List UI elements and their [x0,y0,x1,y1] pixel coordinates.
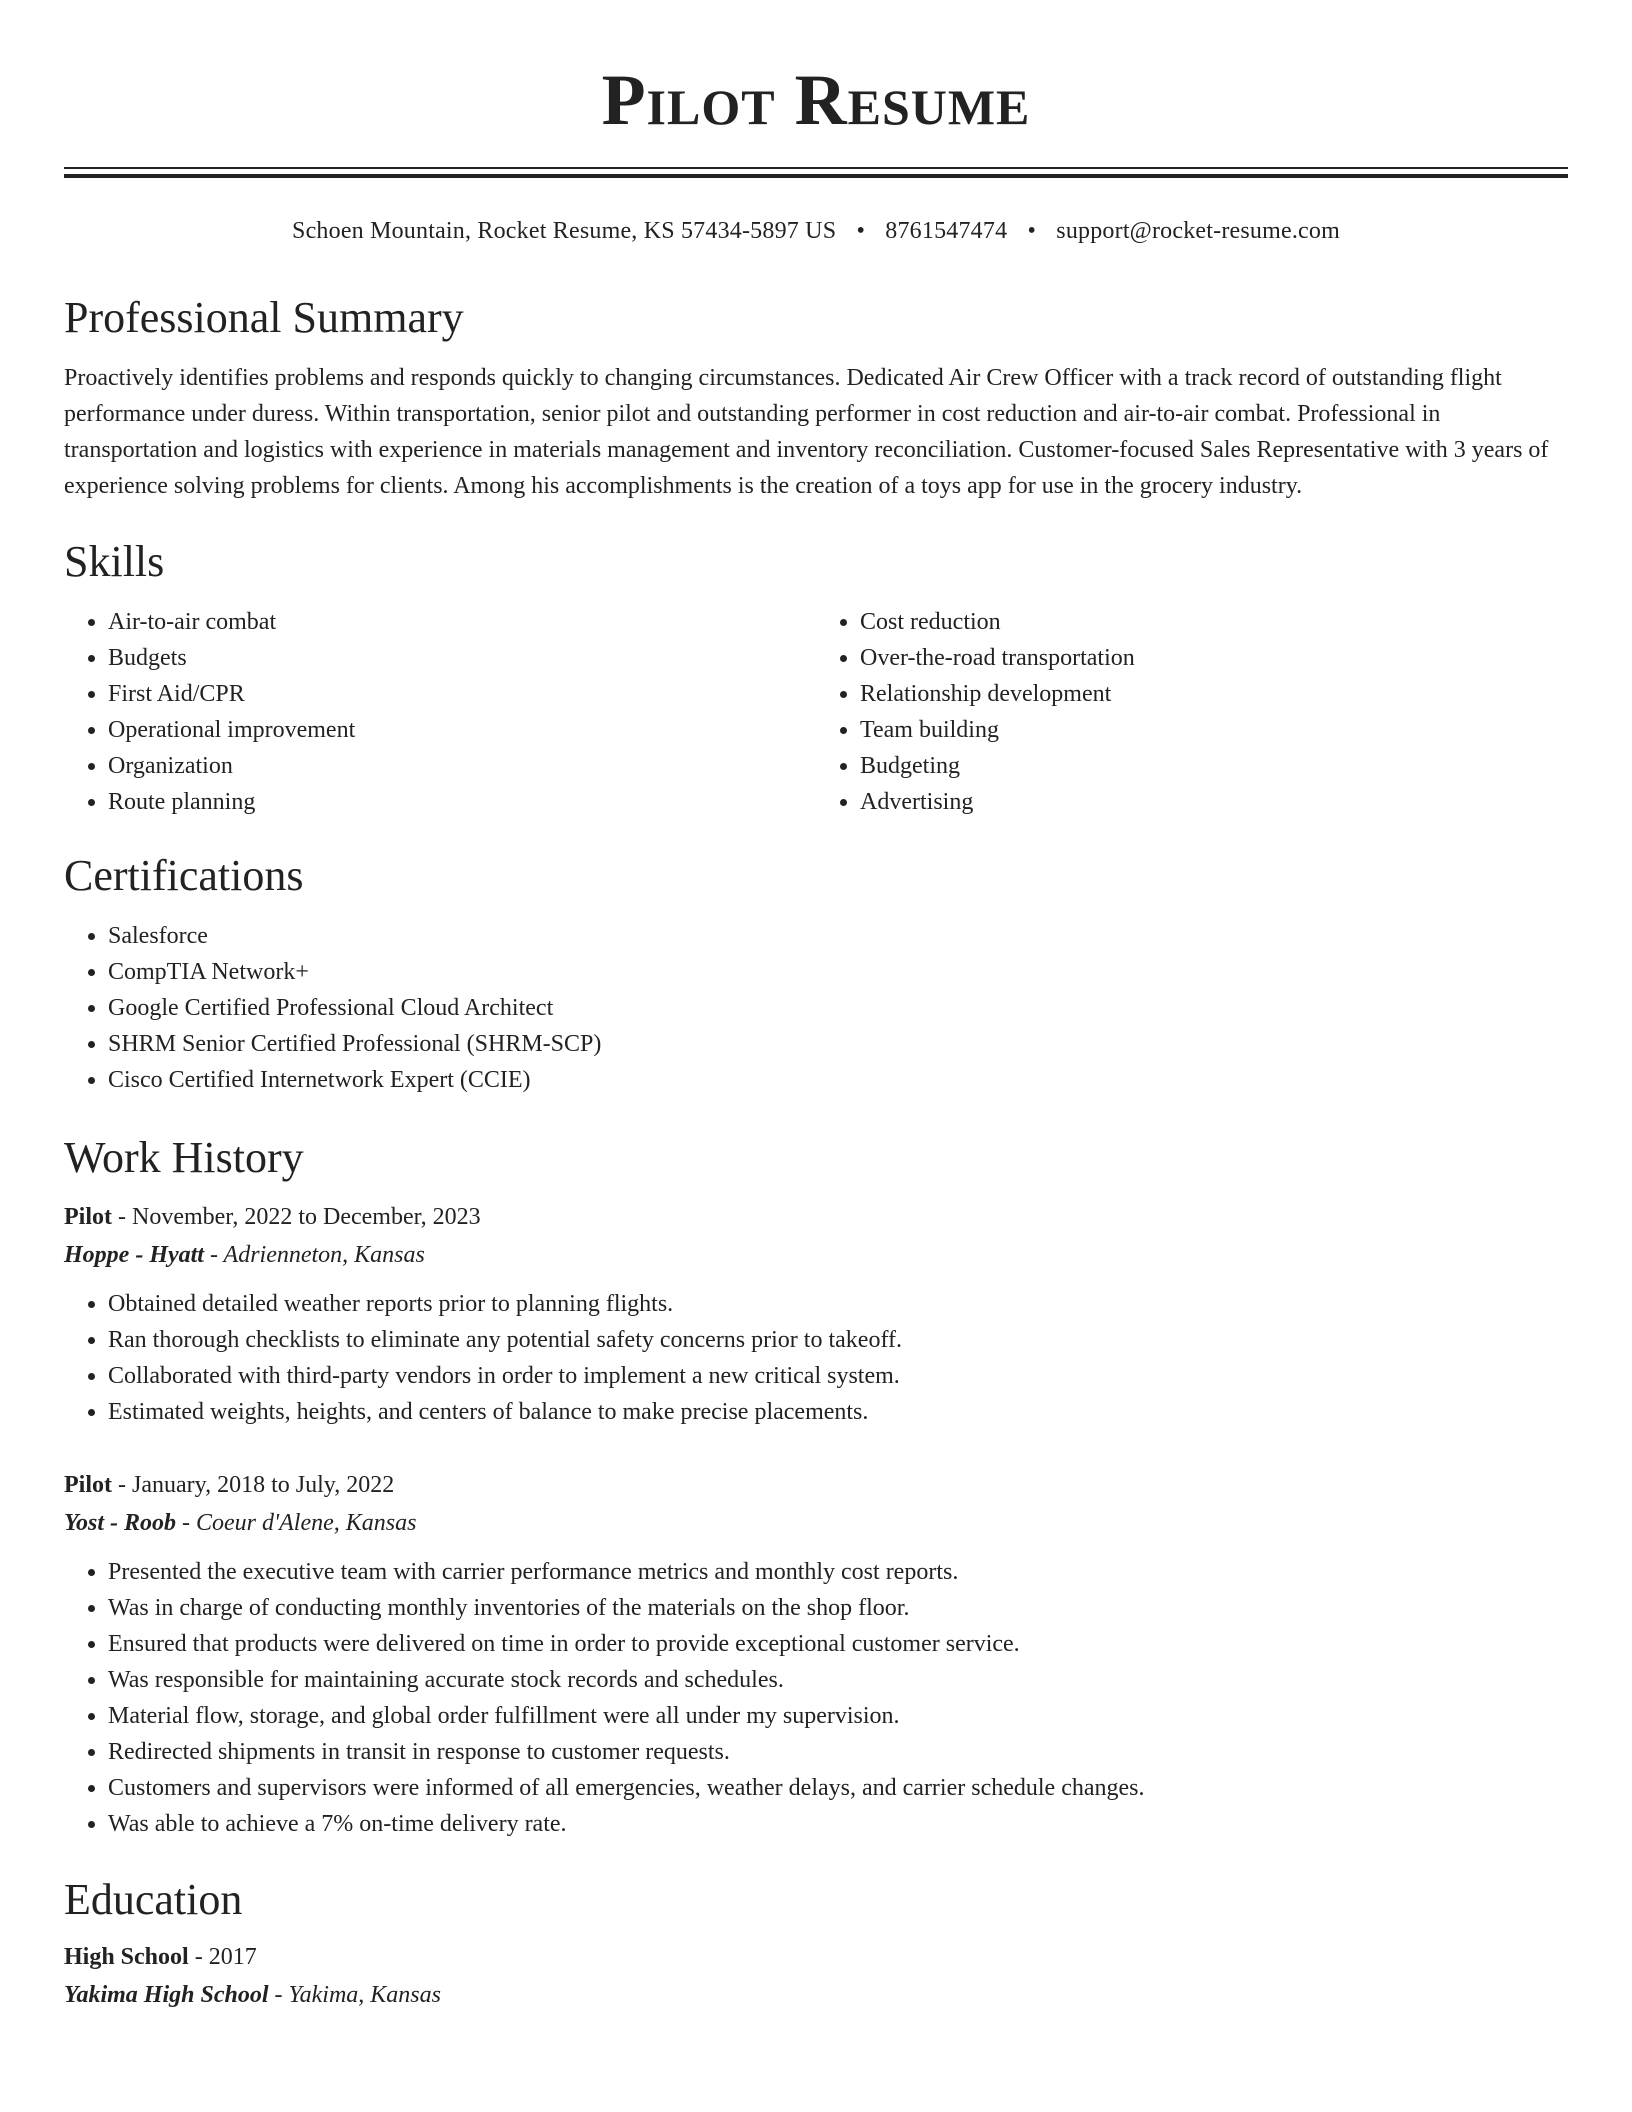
contact-separator: • [1027,218,1037,244]
education-section [64,1874,1568,2014]
certification-item: • SHRM Senior Certified Professional (SHRM-SCP) [108,1026,1568,1062]
title-divider-thick [64,174,1568,178]
job-duty: • Ran thorough checklists to eliminate any potential safety concerns prior to takeoff. [108,1322,1568,1358]
job-duty: • Was able to achieve a 7% on-time delivery rate. [108,1806,1568,1842]
skill-item: • Advertising [860,784,1568,820]
skill-item: • Air-to-air combat [108,604,816,640]
job-entry [64,1466,1568,1842]
work-history-heading: Work History [64,1133,304,1182]
certification-item: • CompTIA Network+ [108,954,1568,990]
job-duty: • Material flow, storage, and global order fulfillment were all under my supervision. [108,1698,1568,1734]
certification-item: • Salesforce [108,918,1568,954]
job-title: Pilot [64,1204,112,1230]
job-title: Pilot [64,1472,112,1498]
skills-columns [64,604,1568,820]
summary-text: Proactively identifies problems and responds quickly to changing circumstances. Dedicated Air Crew Officer with a track record of outstanding flight performance under duress. Within transportation, senior pilot and outstanding performer in cost reduction and air-to-air combat. Professional in transportation and logistics with experience in materials management and inventory reconciliation. Customer-focused Sales Representative with 3 years of experience solving problems for clients. Among his accomplishments is the creation of a toys app for use in the grocery industry. [64,365,1549,499]
skill-item: • Budgets [108,640,816,676]
certification-item: • Google Certified Professional Cloud Architect [108,990,1568,1026]
work-history-section [64,1132,1568,1184]
contact-phone: 8761547474 [885,218,1008,244]
skill-item: • Route planning [108,784,816,820]
job-duty: • Customers and supervisors were informed of all emergencies, weather delays, and carrier schedule changes. [108,1770,1568,1806]
job-dates: November, 2022 to December, 2023 [132,1204,481,1230]
title-divider-thin [64,167,1568,169]
job-company: Yost - Roob [64,1510,177,1536]
resume-page [64,0,1568,2008]
job-location: Coeur d'Alene, Kansas [196,1510,417,1536]
summary-heading: Professional Summary [64,293,464,342]
skill-item: • Operational improvement [108,712,816,748]
education-school-line: Yakima High School - Yakima, Kansas [64,1982,441,2008]
job-duties-list [64,1554,1568,1842]
education-degree: High School [64,1944,189,1970]
skill-item: • Team building [860,712,1568,748]
job-employer: Hoppe - Hyatt - Adrienneton, Kansas [64,1242,425,1268]
education-heading: Education [64,1875,243,1924]
education-year: 2017 [208,1944,257,1970]
skill-item: • Organization [108,748,816,784]
job-duty: • Collaborated with third-party vendors in order to implement a new critical system. [108,1358,1568,1394]
job-duty: • Was responsible for maintaining accurate stock records and schedules. [108,1662,1568,1698]
certifications-list [64,918,1568,1098]
certifications-section [64,850,1568,1098]
job-header: Pilot - January, 2018 to July, 2022 [64,1472,395,1498]
skills-list-right [816,604,1568,820]
skill-item: • Cost reduction [860,604,1568,640]
skills-heading: Skills [64,537,165,586]
job-company: Hoppe - Hyatt [64,1242,204,1268]
job-dates: January, 2018 to July, 2022 [132,1472,395,1498]
contact-separator: • [856,218,866,244]
job-duty: • Was in charge of conducting monthly inventories of the materials on the shop floor. [108,1590,1568,1626]
job-entry [64,1198,1568,1430]
skill-item: • First Aid/CPR [108,676,816,712]
job-header: Pilot - November, 2022 to December, 2023 [64,1204,481,1230]
certification-item: • Cisco Certified Internetwork Expert (CCIE) [108,1062,1568,1098]
job-employer: Yost - Roob - Coeur d'Alene, Kansas [64,1510,417,1536]
resume-title: Pilot Resume [601,60,1031,140]
job-duty: • Ensured that products were delivered on time in order to provide exceptional customer service. [108,1626,1568,1662]
job-duty: • Obtained detailed weather reports prior to planning flights. [108,1286,1568,1322]
job-duty: • Estimated weights, heights, and centers of balance to make precise placements. [108,1394,1568,1430]
summary-section [64,292,1568,504]
education-header: High School - 2017 [64,1944,257,1970]
skills-section [64,536,1568,820]
skill-item: • Relationship development [860,676,1568,712]
job-duties-list [64,1286,1568,1430]
job-location: Adrienneton, Kansas [223,1242,425,1268]
education-location: Yakima, Kansas [288,1982,441,2008]
certifications-heading: Certifications [64,851,304,900]
skill-item: • Over-the-road transportation [860,640,1568,676]
contact-email: support@rocket-resume.com [1056,218,1340,244]
contact-line [64,214,1568,248]
skill-item: • Budgeting [860,748,1568,784]
job-duty: • Presented the executive team with carrier performance metrics and monthly cost reports. [108,1554,1568,1590]
education-school: Yakima High School [64,1982,269,2008]
contact-address: Schoen Mountain, Rocket Resume, KS 57434-5897 US [292,218,837,244]
job-duty: • Redirected shipments in transit in response to customer requests. [108,1734,1568,1770]
skills-list-left [64,604,816,820]
